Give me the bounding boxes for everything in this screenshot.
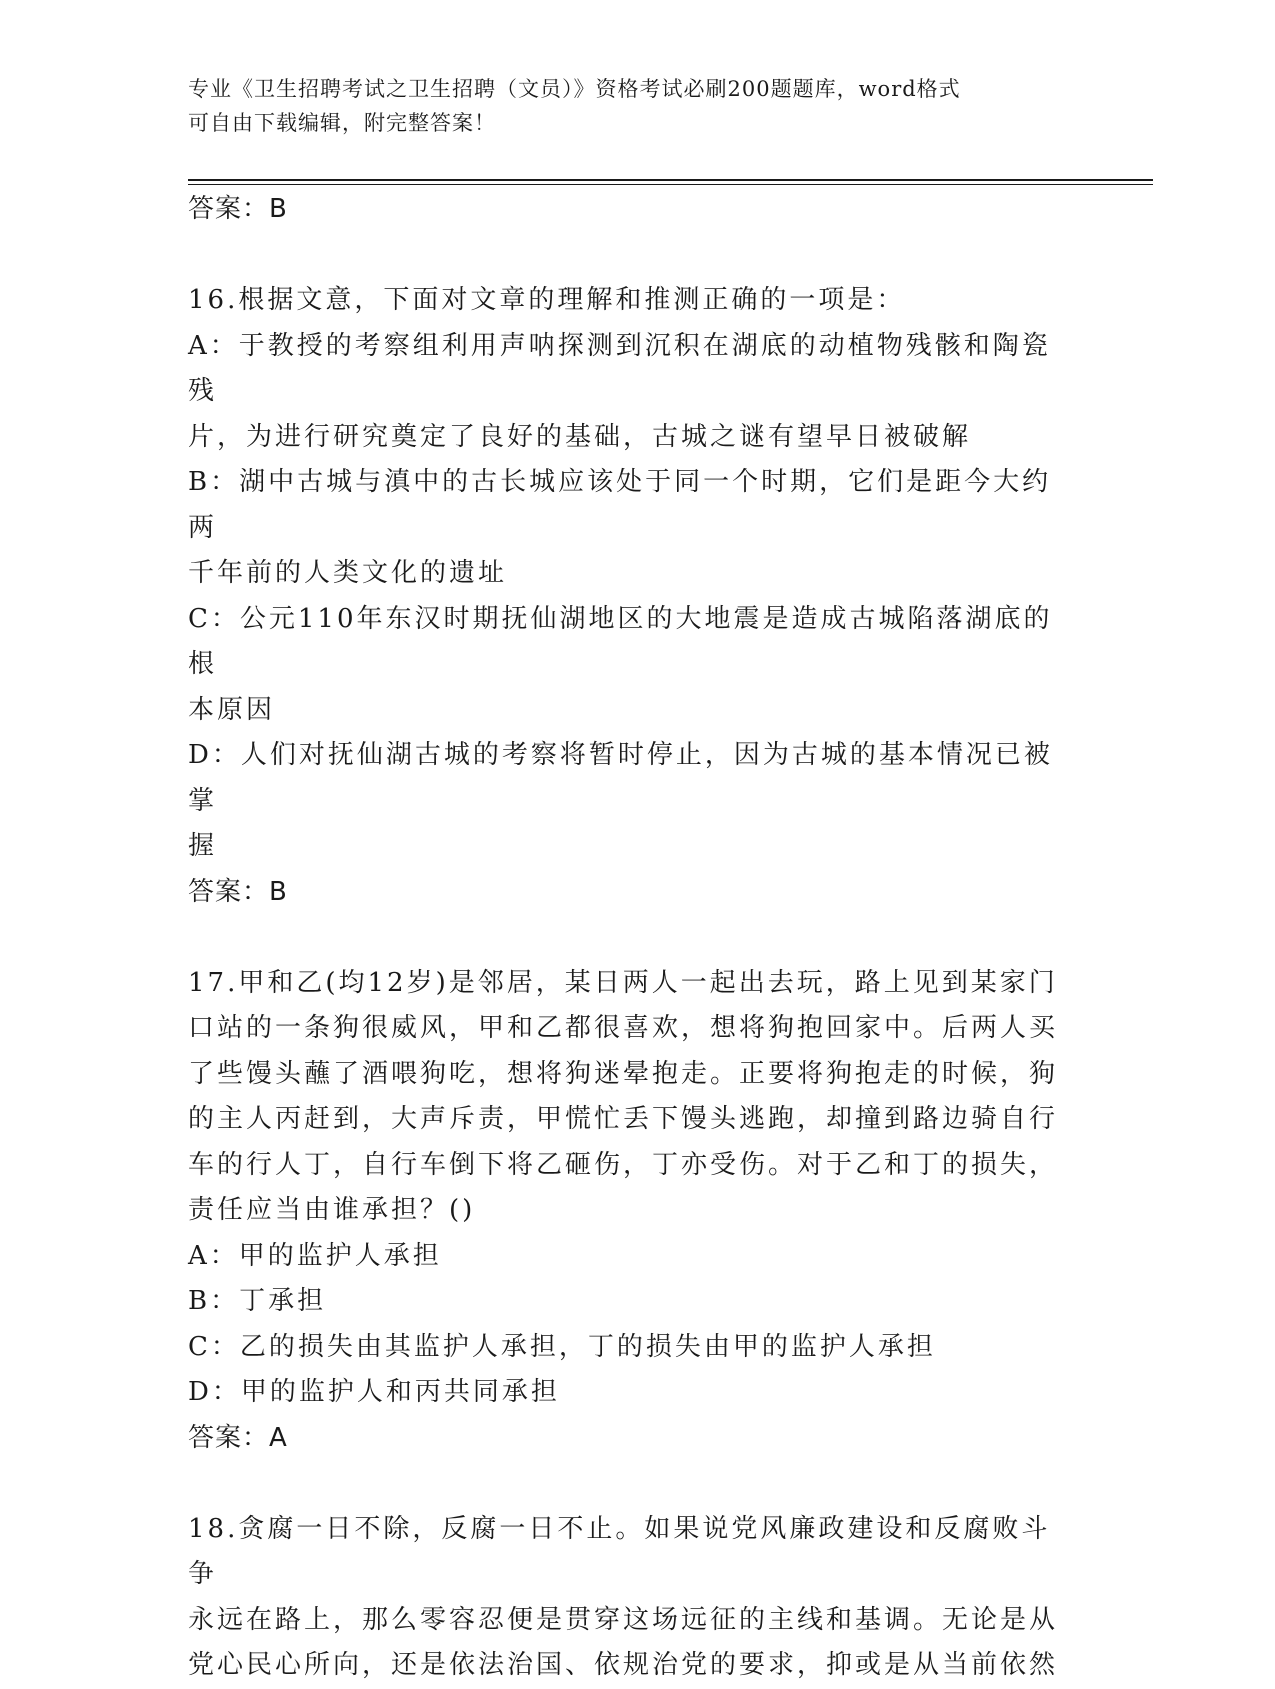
question-17-stem-1: 17.甲和乙(均12岁)是邻居，某日两人一起出去玩，路上见到某家门 (188, 967, 1058, 998)
question-17-stem-5: 车的行人丁，自行车倒下将乙砸伤，丁亦受伤。对于乙和丁的损失， (188, 1149, 1059, 1180)
question-16-option-c-cont: 本原因 (188, 694, 276, 725)
header-divider-thick (188, 179, 1153, 181)
question-16-option-c: C：公元110年东汉时期抚仙湖地区的大地震是造成古城陷落湖底的根 (188, 603, 1053, 679)
spacer (188, 233, 1073, 279)
question-18-stem-2: 永远在路上，那么零容忍便是贯穿这场远征的主线和基调。无论是从 (188, 1604, 1059, 1635)
header-line-2: 可自由下载编辑，附完整答案！ (188, 111, 496, 135)
question-17-stem-2: 口站的一条狗很威风，甲和乙都很喜欢，想将狗抱回家中。后两人买 (188, 1013, 1059, 1043)
question-16-option-a-cont: 片，为进行研究奠定了良好的基础，古城之谜有望早日被破解 (188, 421, 972, 452)
question-17-option-c: C：乙的损失由其监护人承担，丁的损失由甲的监护人承担 (188, 1331, 936, 1362)
question-17-stem-3: 了些馒头蘸了酒喂狗吃，想将狗迷晕抱走。正要将狗抱走的时候，狗 (188, 1058, 1059, 1089)
spacer (188, 1461, 1073, 1507)
document-body (188, 187, 1073, 1689)
question-17-option-b: B：丁承担 (188, 1286, 327, 1316)
question-16-stem: 16.根据文意，下面对文章的理解和推测正确的一项是： (188, 285, 906, 315)
question-16-option-d-cont: 握 (188, 831, 218, 861)
question-17-option-d: D：甲的监护人和丙共同承担 (188, 1377, 560, 1407)
question-17-stem-4: 的主人丙赶到，大声斥责，甲慌忙丢下馒头逃跑，却撞到路边骑自行 (188, 1104, 1059, 1134)
question-16-option-d: D：人们对抚仙湖古城的考察将暂时停止，因为古城的基本情况已被掌 (188, 740, 1053, 816)
header-divider-thin (188, 184, 1153, 185)
question-16 (188, 278, 1073, 915)
answer-16: 答案：B (188, 876, 288, 907)
question-17-option-a: A：甲的监护人承担 (188, 1240, 442, 1271)
question-17 (188, 961, 1073, 1462)
header-line-1: 专业《卫生招聘考试之卫生招聘（文员）》资格考试必刷200题题库，word格式 (188, 77, 961, 101)
spacer (188, 915, 1073, 961)
answer-15: 答案：B (188, 194, 288, 224)
question-16-option-b-cont: 千年前的人类文化的遗址 (188, 558, 508, 588)
question-18-stem-1: 18.贪腐一日不除，反腐一日不止。如果说党风廉政建设和反腐败斗争 (188, 1513, 1051, 1589)
question-16-option-a: A：于教授的考察组利用声呐探测到沉积在湖底的动植物残骸和陶瓷残 (188, 330, 1051, 406)
document-header (188, 72, 1068, 140)
question-17-stem-6: 责任应当由谁承担？() (188, 1195, 476, 1225)
answer-17: 答案：A (188, 1422, 288, 1453)
question-18-stem-3: 党心民心所向，还是依法治国、依规治党的要求，抑或是从当前依然 (188, 1650, 1059, 1680)
question-16-option-b: B：湖中古城与滇中的古长城应该处于同一个时期，它们是距今大约两 (188, 467, 1052, 543)
question-18 (188, 1507, 1073, 1689)
